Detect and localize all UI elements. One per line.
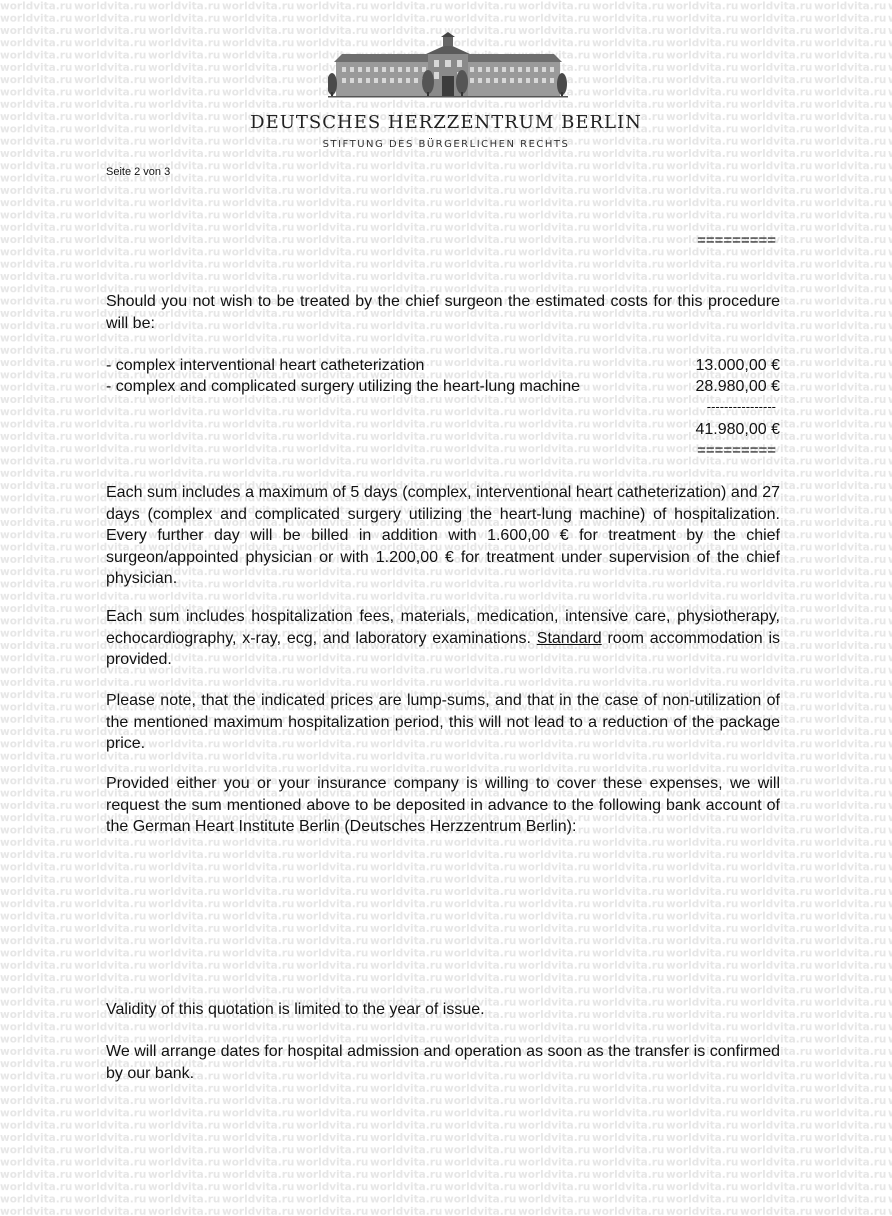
separator-top: ========= <box>697 232 776 249</box>
cost-description: - complex and complicated surgery utilizing the heart-lung machine <box>106 378 581 395</box>
paragraph-validity: Validity of this quotation is limited to the year of issue. <box>106 1001 485 1018</box>
separator-dashes: ---------------- <box>706 399 776 414</box>
separator-total: ========= <box>697 442 776 459</box>
services-text: Each sum includes hospitalization fees, materials, medication, intensive care, physiotherapy, echocardiography, x-ray, ecg, and laboratory examinations. <box>106 608 780 647</box>
cost-total-amount: 41.980,00 € <box>695 421 780 438</box>
paragraph-lump-sum-note: Please note, that the indicated prices are lump-sums, and that in the case of non-utilization of the mentioned maximum hospitalization period, this will not lead to a reduction of the package price. <box>106 692 780 753</box>
hospital-building-logo <box>328 32 568 100</box>
page-number: Seite 2 von 3 <box>106 166 171 178</box>
cost-description: - complex interventional heart catheterization <box>106 357 425 374</box>
accommodation-text: room accommodation is provided. <box>106 629 780 669</box>
cost-amount: 28.980,00 € <box>695 378 780 395</box>
intro-paragraph: Should you not wish to be treated by the chief surgeon the estimated costs for this procedure will be: <box>106 293 780 332</box>
organization-subtitle: STIFTUNG DES BÜRGERLICHEN RECHTS <box>322 139 570 150</box>
organization-name: DEUTSCHES HERZZENTRUM BERLIN <box>250 112 642 133</box>
paragraph-admission-dates: We will arrange dates for hospital admission and operation as soon as the transfer is confirmed by our bank. <box>106 1043 780 1082</box>
paragraph-hospitalization-days: Each sum includes a maximum of 5 days (complex, interventional heart catheterization) and 27 days (complex and complicated surgery utilizing the heart-lung machine) of hospitalization. Every further day will be billed in addition with 1.600,00 € for treatment by the chief surgeon/appointed physician or with 1.200,00 € for treatment under supervision of the chief physician. <box>106 484 780 588</box>
paragraph-deposit-request: Provided either you or your insurance company is willing to cover these expenses, we will request the sum mentioned above to be deposited in advance to the following bank account of the German Heart Institute Berlin (Deutsches Herzzentrum Berlin): <box>106 775 780 836</box>
paragraph-included-services <box>106 606 780 671</box>
standard-emphasis: Standard <box>536 629 602 647</box>
cost-amount: 13.000,00 € <box>695 357 780 374</box>
